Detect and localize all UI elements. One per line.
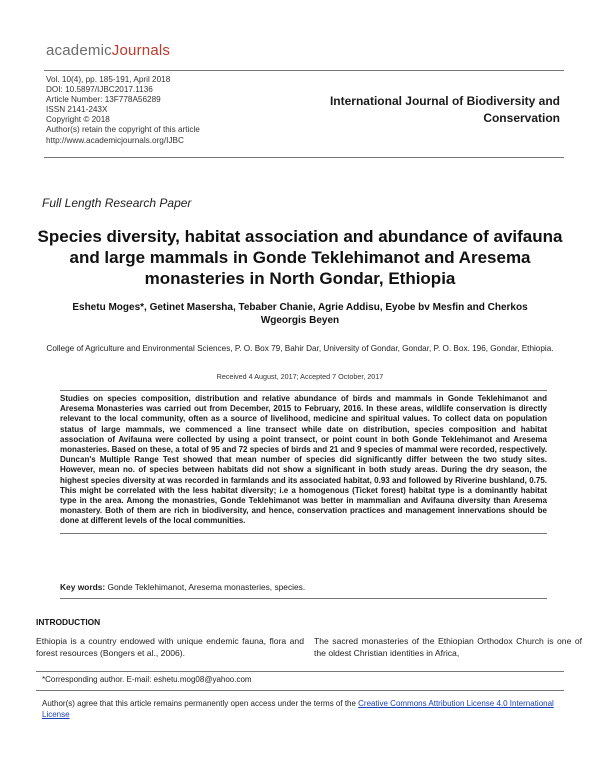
- article-type: Full Length Research Paper: [42, 196, 192, 210]
- section-heading-introduction: INTRODUCTION: [36, 617, 101, 627]
- abstract: Studies on species composition, distribution and relative abundance of birds and mammals in Gonde Teklehimanot and Aresema Monasteries was carried out from December, 2015 to February, 2016. In these areas, wildlife conservation is directly relevant to the local community, often as a source of livelihood, medicine and spiritual values. To collect data on population status of large mammals, we commenced a line transect while date on distribution, species composition and habitat association of Avifauna were collected by using a point transect, or point count in both Gonde Teklehimanot and Aresema monasteries. Based on these, a total of 95 and 72 species of birds and 21 and 9 species of mammal were recorded, respectively. Duncan's Multiple Range Test showed that mean number of species did significantly differ between the two study sites. However, mean no. of species between habitats did not show a significant in both study areas. During the dry season, the highest species diversity at was recorded in farmlands and its associated habitat, 0.93 and followed by Riverine bushland, 0.75. This might be correlated with the less habitat diversity; i.e a homogenous (Ticket forest) habitat type is a dominantly habitat type in the area. Among the monastries, Gonde Teklehimanot was better in mammalian and Avifauna diversity than Aresema monastery. Both of them are rich in biodiversity, and hence, conservation practices and management innervations should be done at different levels of the local communities.: [60, 390, 547, 534]
- meta-issn: ISSN 2141-243X: [46, 105, 108, 115]
- affiliation: College of Agriculture and Environmental Sciences, P. O. Box 79, Bahir Dar, University of Gondar, Gondar, P. O. Box. 196, Gondar, Ethiopia.: [46, 344, 554, 353]
- journal-name-line-1: International Journal of Biodiversity and: [329, 94, 560, 108]
- received-dates: Received 4 August, 2017; Accepted 7 October, 2017: [216, 372, 384, 381]
- keywords-divider: [60, 598, 547, 599]
- license-note: [42, 698, 562, 720]
- license-link[interactable]: Creative Commons Attribution License 4.0 International License: [42, 699, 554, 719]
- meta-volume: Vol. 10(4), pp. 185-191, April 2018: [46, 75, 171, 84]
- meta-url[interactable]: http://www.academicjournals.org/IJBC: [46, 135, 184, 145]
- keywords-text: Gonde Teklehimanot, Aresema monasteries, species.: [107, 582, 306, 592]
- author-list: Eshetu Moges*, Getinet Masersha, Tebaber Chanie, Agrie Addisu, Eyobe bv Mesfin and Cherkos Wgeorgis Beyen: [72, 302, 528, 326]
- keywords-line: [60, 582, 305, 592]
- footnote-divider-bottom: [36, 690, 564, 691]
- article-header: [44, 70, 564, 158]
- journal-name-line-2: Conservation: [483, 111, 560, 125]
- license-text: Author(s) agree that this article remains permanently open access under the terms of the: [42, 699, 359, 708]
- paper-title: Species diversity, habitat association and abundance of avifauna and large mammals in Gonde Teklehimanot and Aresema monasteries in North Gondar, Ethiopia: [37, 227, 563, 288]
- footnote-divider-top: [36, 671, 564, 672]
- intro-column-right: The sacred monasteries of the Ethiopian Orthodox Church is one of the oldest Christian identities in Africa,: [314, 636, 582, 658]
- keywords-label: Key words:: [60, 582, 106, 592]
- meta-rights: Author(s) retain the copyright of this article: [46, 125, 200, 135]
- corresponding-author-note: *Corresponding author. E-mail: eshetu.mog08@yahoo.com: [42, 675, 252, 684]
- article-metadata: [46, 75, 200, 146]
- journal-name: [298, 93, 560, 127]
- meta-article-number: Article Number: 13F778A56289: [46, 95, 161, 105]
- journal-logo: [46, 42, 170, 59]
- meta-copyright: Copyright © 2018: [46, 115, 110, 125]
- logo-part-journals: Journals: [111, 42, 171, 59]
- intro-column-left: Ethiopia is a country endowed with unique endemic fauna, flora and forest resources (Bongers et al., 2006).: [36, 636, 304, 658]
- meta-doi: DOI: 10.5897/IJBC2017.1136: [46, 85, 153, 95]
- logo-part-academic: academic: [46, 42, 112, 59]
